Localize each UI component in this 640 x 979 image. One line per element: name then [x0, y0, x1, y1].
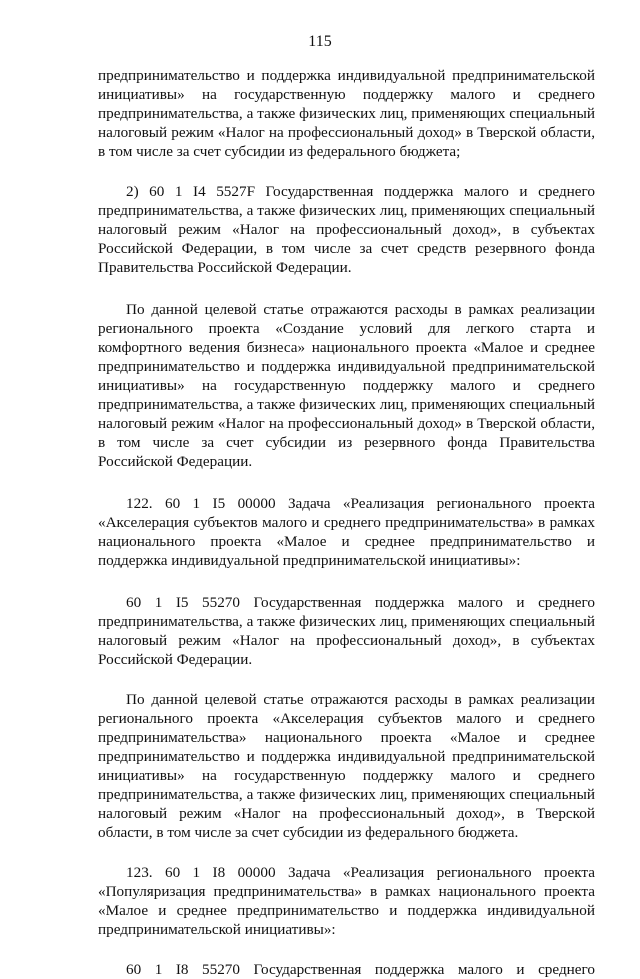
- paragraph-item-123: 123. 60 1 I8 00000 Задача «Реализация регионального проекта «Популяризация предпринимательства» в рамках национального проекта «Малое и среднее предпринимательство и поддержка индивидуальной предпринимательской инициативы»:: [98, 864, 595, 938]
- paragraph-continuation: предпринимательство и поддержка индивидуальной предпринимательской инициативы» на государственную поддержку малого и среднего предпринимательства, а также физических лиц, применяющих специальный налоговый режим «Налог на профессиональный доход» в Тверской области, в том числе за счет субсидии из федерального бюджета;: [98, 67, 595, 160]
- paragraph-expenses-description: По данной целевой статье отражаются расходы в рамках реализации регионального проекта «Создание условий для легкого старта и комфортного ведения бизнеса» национального проекта «Малое и среднее предпринимательство и поддержка индивидуальной предпринимательской инициативы» на государственную поддержку малого и среднего предпринимательства, а также физических лиц, применяющих специальный налоговый режим «Налог на профессиональный доход» в Тверской области, в том числе за счет субсидии из резервного фонда Правительства Российской Федерации.: [98, 301, 595, 470]
- paragraph-expenses-acceleration: По данной целевой статье отражаются расходы в рамках реализации регионального проекта «Акселерация субъектов малого и среднего предпринимательства» национального проекта «Малое и среднее предпринимательство и поддержка индивидуальной предпринимательской инициативы» на государственную поддержку малого и среднего предпринимательства, а также физических лиц, применяющих специальный налоговый режим «Налог на профессиональный доход», в Тверской области, в том числе за счет субсидии из федерального бюджета.: [98, 691, 595, 841]
- paragraph-item-122: 122. 60 1 I5 00000 Задача «Реализация регионального проекта «Акселерация субъектов малого и среднего предпринимательства» в рамках национального проекта «Малое и среднее предпринимательство и поддержка индивидуальной предпринимательской инициативы»:: [98, 495, 595, 569]
- page-number: 115: [308, 33, 332, 50]
- paragraph-item-2-5527F: 2) 60 1 I4 5527F Государственная поддержка малого и среднего предпринимательства, а также физических лиц, применяющих специальный налоговый режим «Налог на профессиональный доход», в субъектах Российской Федерации, в том числе за счет средств резервного фонда Правительства Российской Федерации.: [98, 183, 595, 276]
- paragraph-code-I8-55270: 60 1 I8 55270 Государственная поддержка малого и среднего: [126, 961, 595, 978]
- paragraph-code-55270: 60 1 I5 55270 Государственная поддержка малого и среднего предпринимательства, а также физических лиц, применяющих специальный налоговый режим «Налог на профессиональный доход», в субъектах Российской Федерации.: [98, 594, 595, 668]
- document-body: [98, 66, 595, 979]
